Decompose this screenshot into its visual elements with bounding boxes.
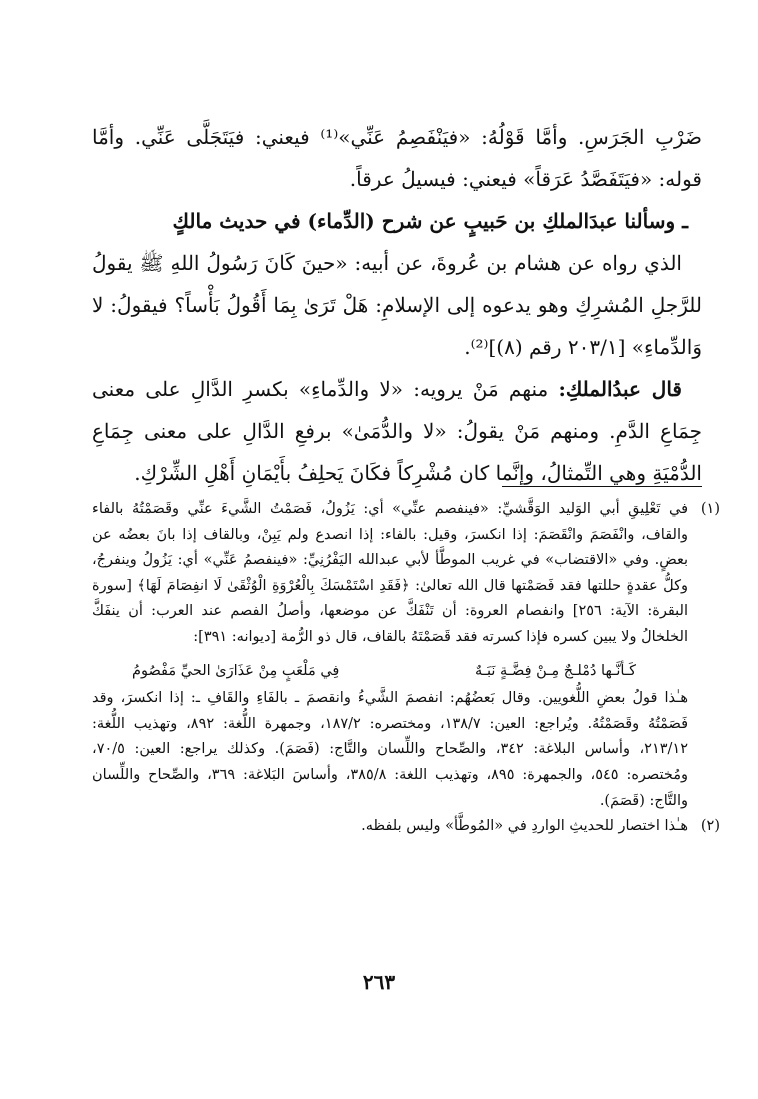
paragraph-3-text: منهم مَنْ يرويه: «لا والدِّماءِ» بكسرِ الدَّالِ على معنى جِمَاعِ الدَّمِ. ومنهم مَنْ يقولُ: «لا والدُّمَىٰ» برفعِ الدَّالِ على معنى جِمَاعِ الدُّمْيَةِ وهي التِّمثالُ، وإنَّما كان مُشْرِكاً فكَانَ يَحلِفُ بأَيْمَانِ أَهْلِ الشِّرْكِ. <box>92 377 702 485</box>
section-heading: ـ وسألنا عبدَالملكِ بن حَبيبٍ عن شرح (الدِّماء) في حديث مالكٍ <box>172 209 688 233</box>
page-number: ٢٦٣ <box>362 970 396 994</box>
footnote-2 <box>92 814 720 840</box>
footnote-1-text-a: في تَعْلِيقِ أبي الوَليد الوَقَّشيِّ: «فينفصم عنِّي» أي: يَزُولُ، فَصَمْتُ الشَّيءَ عنِّي وقَصَمْتُهُ بالفاء والقاف، وانْفَصَمَ وانْقَصَمَ: إذا انكسرَ، وقيل: بالفاء: إذا انصدع ولم يَبِنْ، وبالقاف إذا بانَ بعضُه عن بعضٍ. وفي «الاقتضاب» في غريب الموطَّأ لأبي عبدالله اليَفْرُنِيِّ: «فينفصمُ عَنِّي» أي: يَزُولُ وينفرجُ، وكلُّ عقدةٍ حللتها فقد فَصَمْتها قال الله تعالىٰ: ﴿فَقَدِ اسْتَمْسَكَ بِالْعُرْوَةِ الْوُثْقَىٰ لَا انفِصَامَ لَهَا﴾ [سورة البقرة: الآية: ٢٥٦] وانفصام العروة: أن تَنْفَكَّ عن موضعها، وأصلُ الفصم عند العرب: أن ينفَكَّ الخلخالُ ولا يبين كسره فإذا كسرته فقد قَصَمْتَهُ بالقاف، قال ذو الرُّمة [ديوانه: ٣٩١]: <box>92 501 688 645</box>
footnote-2-text: هـٰذا اختصار للحديثِ الواردِ في «المُوطَّأ» وليس بلفظه. <box>361 818 688 835</box>
verse-first-hemistich: كَـأنَّـها دُمْلـجٌ مِـنْ فِضَّـةٍ نَبَـهٌ <box>474 662 636 679</box>
paragraph-2: الذي رواه عن هشام بن عُروةَ، عن أبيه: «حينَ كَانَ رَسُولُ اللهِ ﷺ يقولُ للرَّجلِ المُشرِكِ وهو يدعوه إلى الإسلامِ: هَلْ تَرَىٰ بِمَا أَقُولُ بَأْساً؟ فيقولُ: لا وَالدِّماءِ» [٢٠٣/١ رقم (٨)]⁽²⁾. <box>92 251 702 359</box>
footnote-1 <box>92 497 720 814</box>
footnote-number: (١) <box>700 501 720 517</box>
main-text <box>92 116 702 494</box>
paragraph-1: ضَرْبِ الجَرَسِ. وأمَّا قَوْلُهُ: «فيَنْفَصِمُ عَنِّي»⁽¹⁾ فيعني: فيَتَجَلَّى عَنِّي. وأمَّا قوله: «فيَتَفَصَّدُ عَرَقاً» فيعني: فيسيلُ عرقاً. <box>92 125 702 191</box>
paragraph-3 <box>92 368 702 494</box>
footnotes <box>92 497 720 840</box>
verse-second-hemistich: فِي مَلْعَبٍ مِنْ عَذَارَىٰ الحيِّ مَفْصُومُ <box>132 662 340 679</box>
footnote-number: (٢) <box>700 818 720 835</box>
footnote-divider <box>502 486 702 487</box>
speaker-name: قال عبدُالملكِ: <box>558 377 682 401</box>
poetry-verse <box>92 659 688 685</box>
footnote-1-text-b: هـٰذا قولُ بعضِ اللُّغويين. وقال بَعضُهُم: انفصمَ الشَّيءُ وانقصمَ ـ بالفَاءِ والقَافِ ـ: إذا انكسرَ، وقد فَصَمْتُهُ وقَصَمْتُهُ. ويُراجع: العين: ١٣٨/٧، ومختصره: ١٨٧/٢، وجمهرة اللُّغة: ٨٩٢، وتهذيب اللُّغة: ٢١٣/١٢، وأساس البلاغة: ٣٤٢، والصِّحاح واللِّسان والتَّاج: (فَصَمَ). وكذلك يراجع: العين: ٧٠/٥، ومُختصره: ٥٤٥، والجمهرة: ٨٩٥، وتهذيب اللغة: ٣٨٥/٨، وأساسَ البَلاغة: ٣٦٩، والصِّحاح واللِّسان والتَّاج: (قَصَمَ). <box>92 690 689 809</box>
